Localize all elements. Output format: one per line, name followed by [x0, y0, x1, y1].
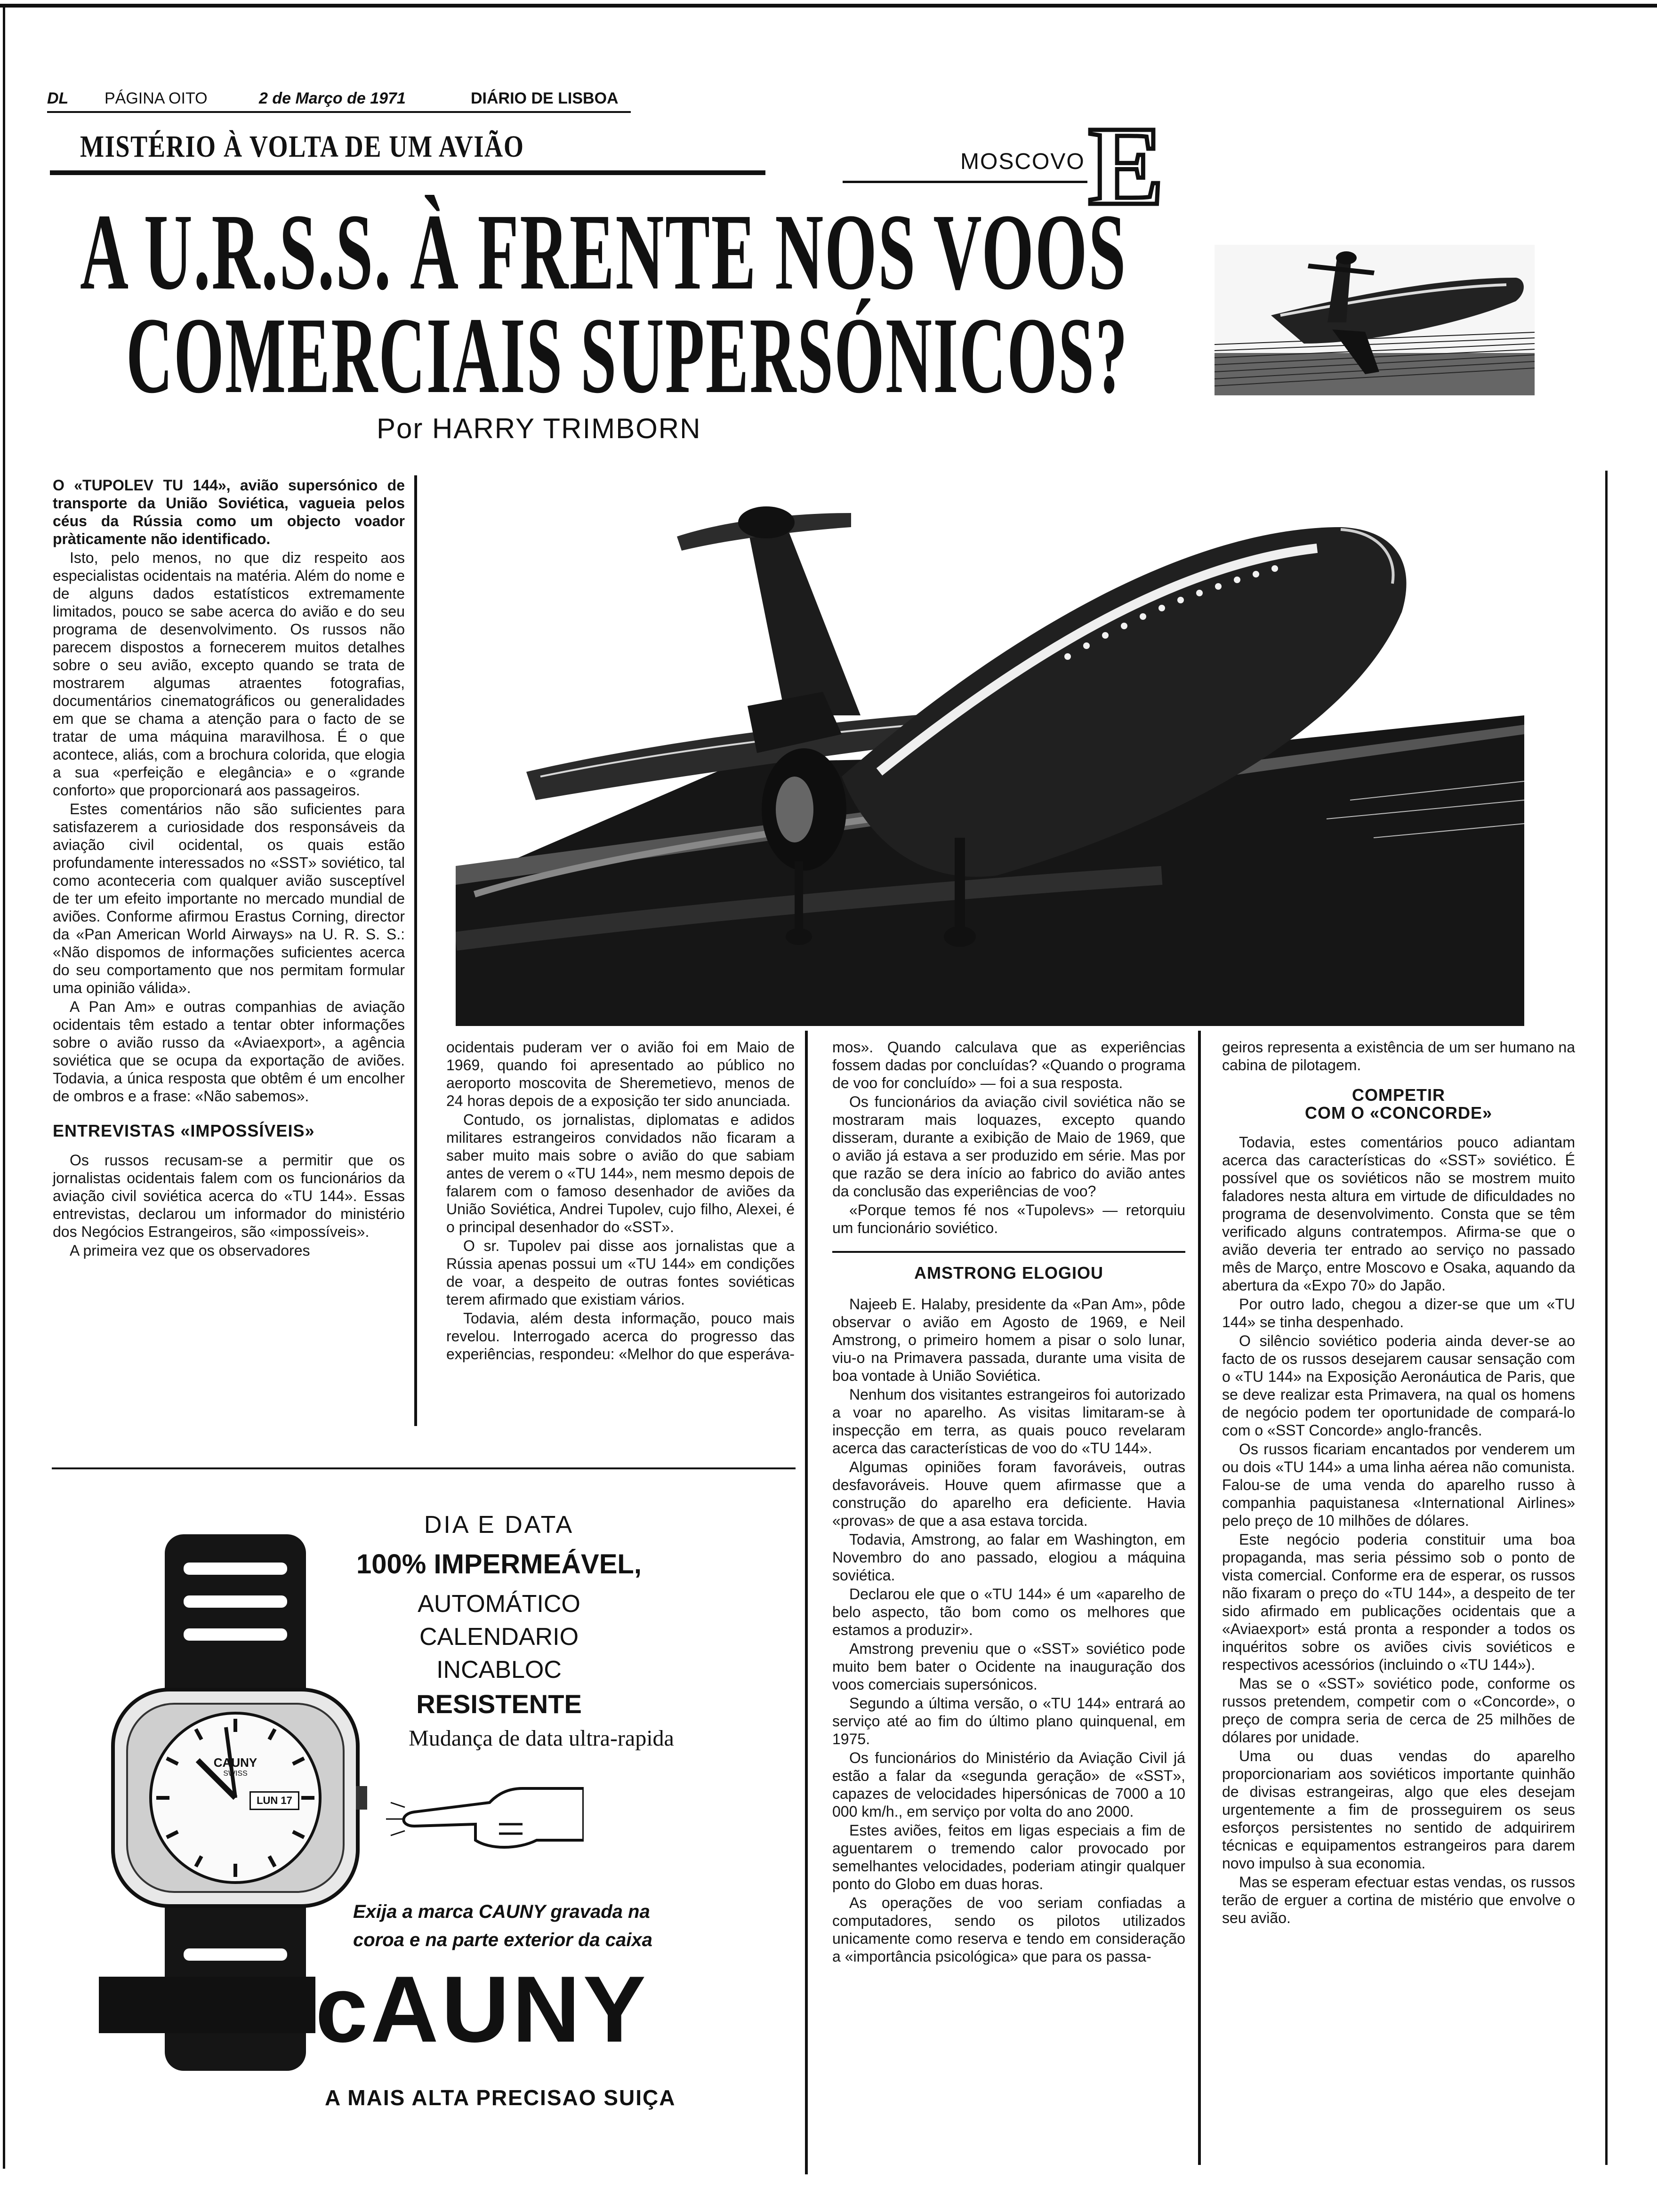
col1-paragraph: Isto, pelo menos, no que diz respeito aos especialistas ocidentais na matéria. Além do nome e de alguns dados estatísticos extremamente limitados, pouco se sabe acerca do avião e do seu programa de desenvolvimento. Os russos não parecem dispostos a fornecerem muitos detalhes sobre o seu avião, excepto quando se trata de mostrarem algumas atraentes fotografias, documentários cinematográficos ou generalidades em que se chama a atenção para o facto de se tratar de uma máquina maravilhosa. É o que acontece, aliás, com a brochura colorida, que elogia a sua «perfeição e elegância» e o «grande conforto» que proporcionará aos passageiros.	[53, 549, 405, 799]
headline-line-1: A U.R.S.S. À FRENTE NOS VOOS	[80, 192, 1127, 313]
col3-paragraph: Estes aviões, feitos em ligas especiais a fim de aguentarem o tremendo calor provocado por semelhantes velocidades, poderiam atingir qualquer ponto do Globo em duas horas.	[832, 1822, 1185, 1892]
col3-paragraph: Algumas opiniões foram favoráveis, outras desfavoráveis. Houve quem afirmasse que a construção do aparelho era deficiente. Havia «provas» de que a asa estava torcida.	[832, 1459, 1185, 1529]
column-rule-1	[414, 475, 417, 1426]
col2-paragraph: Contudo, os jornalistas, diplomatas e adidos militares estrangeiros convidados não ficaram a saber muito mais sobre o avião do que sabiam antes de verem o «TU 144», nem mesmo depois de falarem com o famoso desenhador de aviões da União Soviética, Andrei Tupolev, cujo filho, Alexei, é o principal desenhador do «SST».	[446, 1111, 795, 1235]
ad-line-3: AUTOMÁTICO	[418, 1590, 580, 1618]
col2-paragraph: ocidentais puderam ver o avião foi em Maio de 1969, quando foi apresentado ao público no aeroporto moscovita de Sheremetievo, menos de 24 horas depois de a exposição ter sido anunciada.	[446, 1039, 795, 1109]
page-number: PÁGINA OITO	[105, 89, 208, 107]
col4-paragraph: Todavia, estes comentários pouco adiantam acerca das características do «SST» soviético. É possível que os soviéticos não se mostrem muito faladores nesta altura em virtude de dificuldades no programa de desenvolvimento. Consta que se têm verificado alguns contratempos. Afirma-se que o avião deveria ter entrado ao serviço no passado mês de Março, entre Moscovo e Osaka, aquando da abertura da «Expo 70» do Japão.	[1222, 1134, 1575, 1294]
col4-paragraph: Este negócio poderia constituir uma boa propaganda, mas seria péssimo sob o ponto de vista comercial. Conforme era de esperar, os russos não fixaram o preço do «TU 144», a despeito de ter sido afirmado em publicações ocidentais que a «Aviaexport» está pronta a responder a todos os inquéritos sobre os aviões civis soviéticos e respectivos acessórios (incluindo o «TU 144»).	[1222, 1531, 1575, 1673]
ad-line-6: RESISTENTE	[416, 1689, 582, 1719]
col1-subhead: ENTREVISTAS «IMPOSSÍVEIS»	[53, 1121, 315, 1140]
col4-paragraph: Os russos ficariam encantados por venderem um ou dois «TU 144» a uma linha aérea não comunista. Falou-se de uma venda do aparelho russo à companhia paquistanesa «International Airlines» pelo preço de 10 milhões de dólares.	[1222, 1441, 1575, 1529]
col3-paragraph: mos». Quando calculava que as experiências fossem dadas por concluídas? «Quando o programa de voo for concluído» — foi a sua resposta.	[832, 1039, 1185, 1091]
col2-paragraph: Todavia, além desta informação, pouco mais revelou. Interrogado acerca do progresso das experiências, respondeu: «Melhor do que esperáva-	[446, 1310, 795, 1362]
section-label: MOSCOVO	[960, 149, 1085, 174]
column-3	[832, 1038, 1185, 1966]
top-border	[0, 4, 1657, 8]
column-1	[53, 476, 405, 1260]
ad-brand-bar	[99, 1977, 315, 2033]
main-aircraft-photo	[456, 471, 1524, 1026]
col3-paragraph: Najeeb E. Halaby, presidente da «Pan Am», pôde observar o avião em Agosto de 1969, e Neil Amstrong, o primeiro homem a pisar o solo lunar, viu-o na Primavera passada, durante uma visita de boa vontade à União Soviética.	[832, 1296, 1185, 1384]
watch-crown	[356, 1786, 367, 1810]
col3-subhead: AMSTRONG ELOGIOU	[914, 1263, 1103, 1282]
watch-dial-brand: CAUNY	[213, 1755, 257, 1770]
col4-paragraph: geiros representa a existência de um ser humano na cabina de pilotagem.	[1222, 1039, 1575, 1074]
col3-paragraph: Os funcionários da aviação civil soviética não se mostraram mais loquazes, excepto quando disseram, durante a exibição de Maio de 1969, que o avião já estava a ser produzido em série. Mas por que razão se dera início ao fabrico do avião antes da conclusão das experiências de voo?	[832, 1093, 1185, 1200]
col3-paragraph: Declarou ele que o «TU 144» é um «aparelho de belo aspecto, tão bom como os melhores que estamos a produzir».	[832, 1586, 1185, 1638]
col3-paragraph: Segundo a última versão, o «TU 144» entrará ao serviço até ao fim do último plano quinquenal, em 1975.	[832, 1695, 1185, 1747]
ad-top-rule	[52, 1467, 796, 1469]
pointing-hand-icon	[381, 1760, 584, 1854]
page-header	[47, 88, 635, 111]
column-rule-2	[805, 1031, 808, 2174]
col3-paragraph: Amstrong preveniu que o «SST» soviético pode muito bem bater o Ocidente na inauguração dos voos comerciais supersónicos.	[832, 1640, 1185, 1693]
right-border	[1605, 471, 1608, 2165]
watch-strap-top	[165, 1534, 306, 1713]
ad-line-1: DIA E DATA	[424, 1511, 574, 1539]
col3-paragraph: Os funcionários do Ministério da Aviação Civil já estão a falar da «segunda geração» de «SST», capazes de velocidades hipersónicas de 7000 a 10 000 km/h., em serviço por volta do ano 2000.	[832, 1749, 1185, 1820]
ad-line-7: Mudança de data ultra-rapida	[409, 1726, 674, 1751]
byline: Por HARRY TRIMBORN	[377, 413, 701, 444]
col4-paragraph: Uma ou duas vendas do aparelho proporcionariam aos soviéticos importante quinhão de divisas estrangeiras, algo que eles desejam urgentemente a fim de prosseguirem os seus esforços persistentes no sentido de adquirirem técnicas e equipamentos estrangeiros para darem novo impulso à sua economia.	[1222, 1747, 1575, 1872]
watch-date-window: LUN 17	[249, 1791, 299, 1810]
col4-subhead-2: COM O «CONCORDE»	[1304, 1103, 1493, 1122]
col1-paragraph: Estes comentários não são suficientes para satisfazerem a curiosidade dos responsáveis da aviação civil ocidental, os quais estão profundamente interessados no «SST» soviético, tal como aconteceria com qualquer avião susceptível de ter um efeito importante no mercado mundial de aviões. Conforme afirmou Erastus Corning, director da «Pan American World Airways» na U. R. S. S.: «Não dispomos de informações suficientes acerca do seu comportamento que nos permitam formular uma opinião válida».	[53, 801, 405, 996]
col3-paragraph: As operações de voo seriam confiadas a computadores, sendo os pilotos utilizados unicamente como reserva e tendo em consideração a «importância psicológica» que para os passa-	[832, 1894, 1185, 1965]
col4-paragraph: Mas se o «SST» soviético pode, conforme os russos pretendem, competir com o «Concorde», o preço de compra seria de cerca de 25 milhões de dólares por unidade.	[1222, 1675, 1575, 1746]
ad-line-4: CALENDARIO	[419, 1623, 579, 1651]
small-aircraft-photo	[1215, 245, 1535, 395]
col1-paragraph: Os russos recusam-se a permitir que os jornalistas ocidentais falem com os funcionários da aviação civil soviética acerca do «TU 144». Essas entrevistas, declarou um informador do ministério dos Negócios Estrangeiros, são «impossíveis».	[53, 1152, 405, 1240]
header-rule	[47, 111, 631, 113]
kicker: MISTÉRIO À VOLTA DE UM AVIÃO	[80, 129, 524, 164]
newspaper-name: DIÁRIO DE LISBOA	[471, 89, 619, 107]
ad-line-5: INCABLOC	[436, 1656, 562, 1683]
col4-paragraph: Por outro lado, chegou a dizer-se que um «TU 144» se tinha despenhado.	[1222, 1296, 1575, 1330]
col1-paragraph: A primeira vez que os observadores	[70, 1242, 310, 1259]
issue-date: 2 de Março de 1971	[259, 89, 406, 107]
col3-paragraph: Todavia, Amstrong, ao falar em Washington, em Novembro do ano passado, elogiou a máquina soviética.	[832, 1531, 1185, 1584]
col4-paragraph: O silêncio soviético poderia ainda dever-se ao facto de os russos desejarem causar sensação com o «TU 144» na Exposição Aeronáutica de Paris, que se deve realizar esta Primavera, na qual os homens de negócio podem ter oportunidade de compará-lo com o «SST Concorde» anglo-francês.	[1222, 1332, 1575, 1439]
cauny-advertisement	[52, 1473, 796, 2170]
col1-paragraph: A Pan Am» e outras companhias de aviação ocidentais têm estado a tentar obter informações sobre o avião russo da «Aviaexport», a agência soviética que se ocupa da exportação de aviões. Todavia, a única resposta que obtêm é um encolher de ombros e a frase: «Não sabemos».	[53, 998, 405, 1105]
ad-cta-1: Exija a marca CAUNY gravada na	[353, 1901, 650, 1922]
ad-cta-2: coroa e na parte exterior da caixa	[353, 1930, 652, 1950]
moscovo-rule	[843, 181, 1087, 183]
column-4	[1222, 1038, 1575, 1928]
col4-paragraph: Mas se esperam efectuar estas vendas, os russos terão de erguer a cortina de mistério que envolve o seu avião.	[1222, 1874, 1575, 1926]
masthead-logo: DL	[47, 89, 69, 107]
ad-brand: cAUNY	[315, 1957, 649, 2062]
headline-line-2: COMERCIAIS SUPERSÓNICOS?	[126, 295, 1129, 416]
col3-paragraph: «Porque temos fé nos «Tupolevs» — retorquiu um funcionário soviético.	[832, 1202, 1185, 1236]
watch-dial-sub: SWISS	[223, 1770, 248, 1778]
col1-lead: O «TUPOLEV TU 144», avião supersónico de transporte da União Soviética, vagueia pelos céus da Rússia como um objecto voador pràticamente não identificado.	[53, 477, 405, 547]
left-border	[3, 4, 5, 2169]
col3-paragraph: Nenhum dos visitantes estrangeiros foi autorizado a voar no aparelho. As visitas limitaram-se à inspecção em terra, as quais pouco revelaram acerca das características de voo do «TU 144».	[832, 1386, 1185, 1457]
section-letter-icon: E	[1088, 103, 1164, 228]
kicker-rule	[50, 170, 765, 175]
column-2	[446, 1038, 795, 1364]
ad-line-2: 100% IMPERMEÁVEL,	[356, 1549, 642, 1579]
col2-paragraph: O sr. Tupolev pai disse aos jornalistas que a Rússia apenas possui um «TU 144» em condições de voar, a despeito de outras fontes soviéticas terem afirmado que existiam vários.	[446, 1237, 795, 1308]
column-rule-3	[1198, 1031, 1201, 2165]
ad-slogan: A MAIS ALTA PRECISAO SUIÇA	[325, 2085, 676, 2110]
col4-subhead-1: COMPETIR	[1351, 1085, 1445, 1105]
